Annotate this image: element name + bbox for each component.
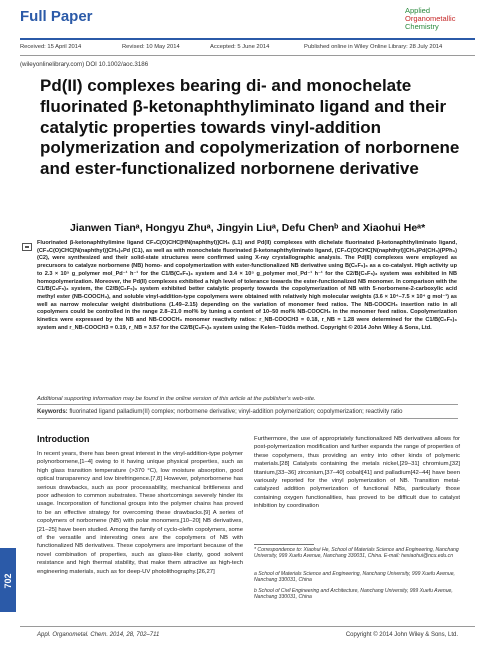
supporting-info-note: Additional supporting information may be found in the online version of this article at the publisher's web-site. [37,396,316,402]
abstract-icon [22,243,32,251]
keywords-label: Keywords: [37,409,68,415]
keywords-text: fluorinated ligand palladium(II) complex; norbornene derivative; vinyl-addition polymerization; copolymerization; reactivity ratio [69,409,403,415]
accepted-date: Accepted: 5 June 2014 [210,44,270,50]
keywords-rule-bottom [37,418,458,419]
published-date: Published online in Wiley Online Library: 28 July 2014 [304,44,443,50]
abstract: Fluorinated β-ketonaphthylimine ligand CF₃C(O)CHC[HN(naphthyl)]CH₃ (L1) and Pd(II) complexes with dichelate fluorinated β-ketonaphthyliminato ligand, (CF₃C(O)CHC[N(naphthyl)]CH₃)₂Pd (C1), as well as with monochelate fluorinated β-ketonaphthyliminato ligand, (CF₃C(O)CHC[N(naphthyl)]CH₃)Pd(CH₃)(PPh₃) (C2), were synthesized and their solid-state structures were confirmed using X-ray crystallographic analysis. The Pd(II) complexes were employed as precursors to catalyze norbornene (NB) homo- and copolymerization with ester-functionalized NB derivative using B(C₆F₅)₃ as a co-catalyst. High activity up to 2.3 × 10⁵ g_polymer mol_Pd⁻¹ h⁻¹ for the C1/B(C₆F₅)₃ system and 3.4 × 10⁵ g_polymer mol_Pd⁻¹ h⁻¹ for the C2/B(C₆F₅)₃ system was exhibited in NB homopolymerization. Moreover, the Pd(II) complexes exhibited a high level of tolerance towards the ester-functionalized NB monomer. In comparison with the C1/B(C₆F₅)₃ system, the C2/B(C₆F₅)₃ system exhibited better catalytic property towards the copolymerization of NB with 5-norbornene-2-carboxylic acid methyl ester (NB-COOCH₃), and soluble vinyl-addition-type copolymers were obtained with relatively high molecular weights (3.6 × 10⁴–7.5 × 10⁴ g mol⁻¹) as well as narrow molecular weight distributions (1.49–2.15) depending on the variation of monomer feed ratios. The NB-COOCH₃ insertion ratio in all copolymers could be controlled in the range 2.8–21.0 mol% by tuning a content of 10–50 mol% NB-COOCH₃ in the monomer feed ratios. Copolymerization kinetics were expressed by the NB and NB-COOCH₃ monomer reactivity ratios: r_NB-COOCH3 = 0.18, r_NB = 1.28 were determined for the C1/B(C₆F₅)₃ system and r_NB-COOCH3 = 0.19, r_NB = 3.57 for the C2/B(C₆F₅)₃ system using the Kelen–Tüdős method. Copyright © 2014 John Wiley & Sons, Ltd. [37,240,457,331]
dates-rule [20,55,475,56]
doi-line: (wileyonlinelibrary.com) DOI 10.1002/aoc.3186 [20,61,149,68]
intro-left-column: In recent years, there has been great interest in the vinyl-addition-type polymer polynorbornene,[1–4] owing to it having unique physical properties, such as high glass transition temperature (>370 °C), low moisture absorption, good optical transparency and low birefringence.[7,8] However, polynorbornene has serious drawbacks, such as poor processability, mechanical brittleness and poor adhesion to common substrates. These shortcomings severely hinder its usage. Incorporation of functional groups into the polymer chains has proved to be an effective strategy for overcoming these drawbacks.[9] A series of copolymers of norbornene (NB) with polar monomers,[10–20] NB derivatives,[21–25] have been studied. Among the family of cyclo-olefin copolymers, some of the versatile and interesting ones are the copolymers of NB with functionalized NB derivatives. These copolymers are important because of the novel combination of properties, such as glass-like clarity, good solvent resistance and high thermal stability, that make them attractive as high-tech engineering materials, such as for deep-UV photolithography.[26,27] [37,451,243,575]
journal-citation: Appl. Organometal. Chem. 2014, 28, 702–711 [37,632,160,638]
page-number: 702 [3,573,13,589]
revised-date: Revised: 10 May 2014 [122,44,180,50]
introduction-heading: Introduction [37,434,90,444]
section-label: Full Paper [20,8,93,25]
logo-line-1: Applied [405,6,431,15]
affiliation-footnote-b: b School of Civil Engineering and Architecture, Nanchang University, 999 Xuefu Avenue, Nanchang 330031, China [254,588,453,601]
header-rule [20,38,475,40]
keywords-rule-top [37,404,458,405]
footnote-rule [254,544,314,545]
received-date: Received: 15 April 2014 [20,44,82,50]
article-title: Pd(II) complexes bearing di- and monochelate fluorinated β-ketonaphthyliminato ligand and their catalytic properties towards vinyl-addition polymerization and copolymerization of norbornene and ester-functionalized norbornene derivative [40,76,460,179]
footer-rule [20,626,475,627]
correspondence-footnote: * Correspondence to: Xiaohui He, School of Materials Science and Engineering, Nanchang University, 999 Xuefu Avenue, Nanchang 330031, China. E-mail: hexiaohui@ncu.edu.cn [254,547,459,560]
logo-line-2: Organometallic [405,14,456,23]
copyright-notice: Copyright © 2014 John Wiley & Sons, Ltd. [345,632,458,638]
journal-logo [405,7,475,31]
affiliation-footnote-a: a School of Materials Science and Engineering, Nanchang University, 999 Xuefu Avenue, Nanchang 330031, China [254,571,455,584]
author-list: Jianwen Tianᵃ, Hongyu Zhuᵃ, Jingyin Liuᵃ, Defu Chenᵇ and Xiaohui Heᵃ* [70,222,426,234]
logo-line-3: Chemistry [405,22,439,31]
keywords [37,409,467,415]
intro-right-column: Furthermore, the use of appropriately functionalized NB derivatives allows for post-polymerization modification and further expands the range of properties of these copolymers, thus providing an entry into other kinds of polymeric materials.[28] Catalysts containing the metals nickel,[29–31] chromium,[32] titanium,[33–36] zirconium,[37–40] cobalt[41] and palladium[42–44] have been variously reported for the vinyl polymerization of NB. Transition metal-catalyzed addition polymerization of functional NBs, particularly those containing oxygen functionalities, has proved to be difficult due to catalyst inhibition by coordination [254,436,460,510]
